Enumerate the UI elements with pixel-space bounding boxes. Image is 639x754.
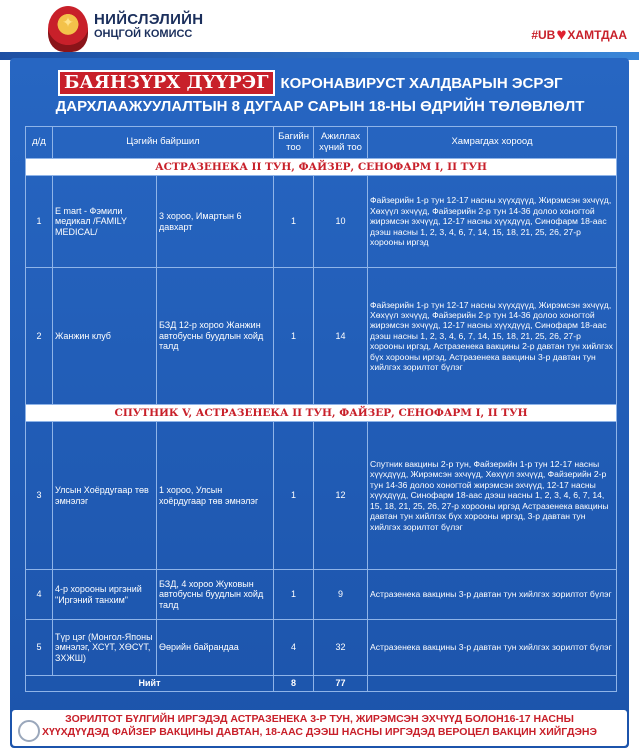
row-location: 1 хороо, Улсын хоёрдугаар төв эмнэлэг: [157, 422, 274, 570]
organization-name: [94, 12, 203, 41]
header-teams: Багийн тоо: [274, 127, 314, 159]
district-name: БАЯНЗҮРХ ДҮҮРЭГ: [58, 70, 275, 96]
hashtag-suffix: ХАМТДАА: [567, 28, 627, 42]
total-teams: 8: [274, 676, 314, 692]
row-khoroo: Спутник вакцины 2-р тун, Файзерийн 1-р тун 12-17 насны хүүхдүүд, Жирэмсэн эхчүүд, Хөхүүл эхчүүд, Файзерийн 2-р тун 14-36 долоо хоногтой жирэмсэн эхчүүд, 12-17 насны хүүхдүүд, Синофарм 18-аас дээш насны 1, 2, 3, 4, 6, 7, 14, 15, 18, 21, 25, 26, 27-р хорооны иргэд Астразенека вакцины давтан тун хийлгэх бүх хорооны иргэд, 3-р давтан тун хийлгэх зорилтот бүлэг: [368, 422, 617, 570]
header-khoroo: Хамрагдах хороод: [368, 127, 617, 159]
row-point: Жанжин клуб: [53, 268, 157, 405]
org-line1: НИЙСЛЭЛИЙН: [94, 11, 204, 28]
row-staff: 32: [314, 620, 368, 676]
title-line1-rest: КОРОНАВИРУСТ ХАЛДВАРЫН ЭСРЭГ: [280, 74, 563, 92]
row-khoroo: Файзерийн 1-р тун 12-17 насны хүүхдүүд, Жирэмсэн эхчүүд, Хөхүүл эхчүүд, Файзерийн 2-р тун 14-36 долоо хоногтой жирэмсэн эхчүүд, 12-17 насны хүүхдүүд, Синофарм 18-аас дээш насны 1, 2, 3, 4, 6, 7, 14, 15, 18, 21, 25, 26, 27-р хорооны иргэд, Астразенека вакцины 2-р давтан тун хийлгэх бүх хорооны иргэд, Астразенека вакцины 3-р давтан тун хийлгэх зорилтот бүлэг: [368, 268, 617, 405]
table-row: [26, 268, 617, 405]
header-staff: Ажиллах хүний тоо: [314, 127, 368, 159]
row-location: Өөрийн байрандаа: [157, 620, 274, 676]
row-staff: 12: [314, 422, 368, 570]
group-label-1: АСТРАЗЕНЕКА II ТУН, ФАЙЗЕР, СЕНОФАРМ I, II ТУН: [155, 161, 487, 173]
row-point: Улсын Хоёрдугаар төв эмнэлэг: [53, 422, 157, 570]
row-no: 3: [26, 422, 53, 570]
row-teams: 1: [274, 422, 314, 570]
row-no: 2: [26, 268, 53, 405]
total-label: Нийт: [26, 676, 274, 692]
row-khoroo: Астразенека вакцины 3-р давтан тун хийлгэх зорилтот бүлэг: [368, 620, 617, 676]
row-no: 5: [26, 620, 53, 676]
row-location: БЗД 12-р хороо Жанжин автобусны буудлын хойд талд: [157, 268, 274, 405]
table-header-row: [26, 127, 617, 159]
row-no: 4: [26, 570, 53, 620]
total-staff: 77: [314, 676, 368, 692]
heart-icon: ♥: [556, 25, 567, 44]
header-location: Цэгийн байршил: [53, 127, 274, 159]
group-row-2: [26, 405, 617, 422]
soyombo-icon: ✦: [62, 14, 74, 30]
org-line2: ОНЦГОЙ КОМИСС: [94, 28, 193, 40]
row-teams: 1: [274, 176, 314, 268]
row-point: E mart - Фэмили медикал /FAMILY MEDICAL/: [53, 176, 157, 268]
row-teams: 1: [274, 570, 314, 620]
hashtag-prefix: #UB: [531, 28, 556, 42]
row-khoroo: Файзерийн 1-р тун 12-17 насны хүүхдүүд, Жирэмсэн эхчүүд, Хөхүүл эхчүүд, Файзерийн 2-р тун 14-36 долоо хоногтой жирэмсэн эхчүүд, 12-17 насны хүүхдүүд, Синофарм 18-аас дээш насны 1, 2, 3, 4, 6, 7, 14, 15, 18, 21, 25, 26, 27-р хорооны иргэд: [368, 176, 617, 268]
vaccination-plan-table: [25, 126, 617, 692]
total-row: [26, 676, 617, 692]
row-point: Түр цэг (Монгол-Японы эмнэлэг, ХСҮТ, ХӨСҮТ, ЗХЖШ): [53, 620, 157, 676]
row-location: 3 хороо, Имартын 6 давхарт: [157, 176, 274, 268]
title-line1: [58, 70, 588, 96]
table-row: [26, 176, 617, 268]
footer-line1: ЗОРИЛТОТ БҮЛГИЙН ИРГЭДЭД АСТРАЗЕНЕКА 3-Р ТУН, ЖИРЭМСЭН ЭХЧҮҮД БОЛОН16-17 НАСНЫ: [65, 713, 574, 725]
total-empty: [368, 676, 617, 692]
row-staff: 14: [314, 268, 368, 405]
table-row: [26, 422, 617, 570]
table-row: [26, 570, 617, 620]
row-khoroo: Астразенека вакцины 3-р давтан тун хийлгэх зорилтот бүлэг: [368, 570, 617, 620]
row-staff: 9: [314, 570, 368, 620]
page-header: [0, 0, 639, 58]
row-staff: 10: [314, 176, 368, 268]
group-row-1: [26, 159, 617, 176]
group-label-2: СПУТНИК V, АСТРАЗЕНЕКА II ТУН, ФАЙЗЕР, СЕНОФАРМ I, II ТУН: [114, 407, 528, 419]
circle-icon: [18, 720, 40, 742]
row-no: 1: [26, 176, 53, 268]
table-row: [26, 620, 617, 676]
title-line2: ДАРХЛААЖУУЛАЛТЫН 8 ДУГААР САРЫН 18-НЫ ӨДРИЙН ТӨЛӨВЛӨЛТ: [55, 98, 585, 115]
footer-notice: [12, 710, 627, 746]
header-no: д/д: [26, 127, 53, 159]
row-point: 4-р хорооны иргэний "Иргэний танхим": [53, 570, 157, 620]
footer-line2: ХҮҮХДҮҮДЭД ФАЙЗЕР ВАКЦИНЫ ДАВТАН, 18-ААС ДЭЭШ НАСНЫ ИРГЭДЭД ВЕРОЦЕЛ ВАКЦИН ХИЙГДЭНЭ: [42, 726, 597, 738]
row-location: БЗД, 4 хороо Жуковын автобусны буудлын хойд талд: [157, 570, 274, 620]
row-teams: 1: [274, 268, 314, 405]
row-teams: 4: [274, 620, 314, 676]
hashtag: [531, 25, 627, 44]
